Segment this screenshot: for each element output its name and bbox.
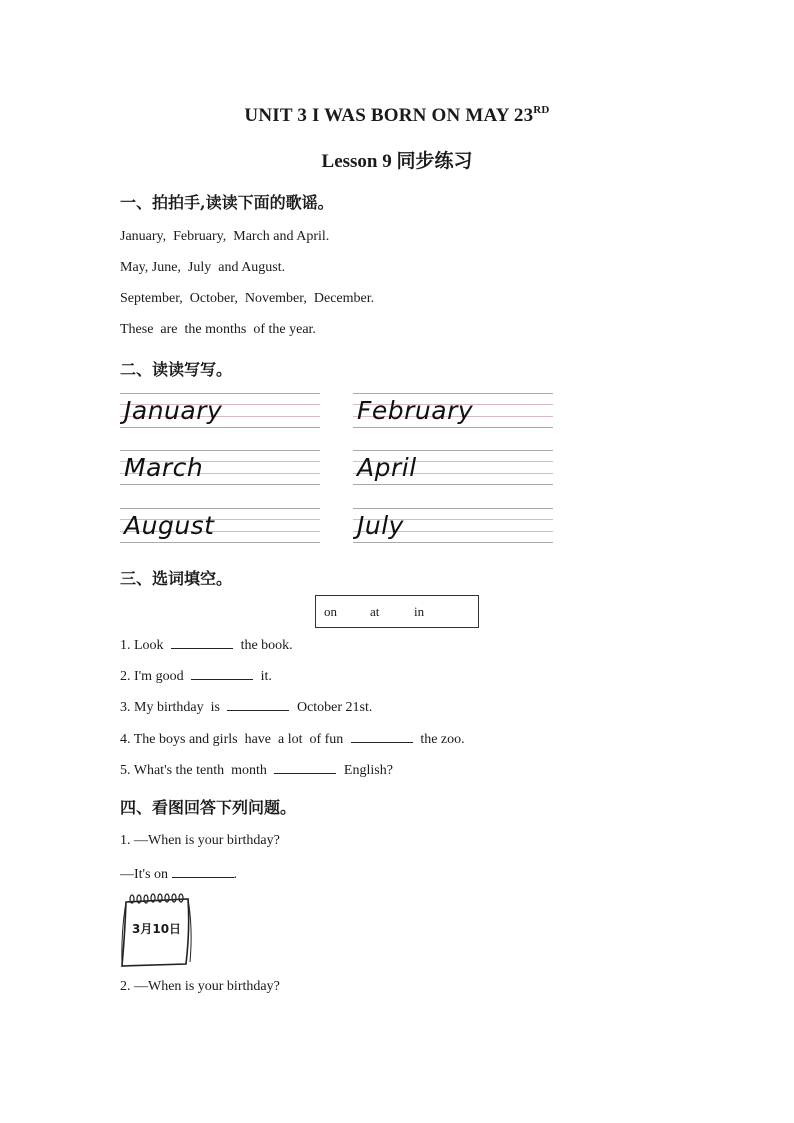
handwriting-row: [120, 505, 320, 555]
fill-item-text: it.: [257, 669, 272, 684]
handwriting-word-february: February: [357, 396, 474, 425]
fill-item-1: [120, 636, 293, 654]
chant-line-3: September, October, November, December.: [120, 291, 375, 306]
lesson-subtitle: Lesson 9 同步练习: [321, 151, 473, 172]
fill-item-text: 4. The boys and girls have a lot of fun: [120, 732, 347, 747]
section1-heading: 一、拍拍手,读读下面的歌谣。: [120, 193, 334, 212]
fill-item-text: 2. I'm good: [120, 669, 188, 684]
fill-item-text: the book.: [237, 638, 293, 653]
handwriting-row: [120, 390, 320, 440]
answer-text: —It's on: [120, 867, 172, 882]
word-option-in: in: [414, 604, 425, 619]
chant-line-1: January, February, March and April.: [120, 229, 330, 244]
calendar-date-text: 3月10日: [132, 922, 182, 936]
fill-item-4: [120, 730, 465, 748]
fill-item-5: [120, 761, 393, 779]
handwriting-row: [120, 447, 320, 497]
handwriting-word-january: January: [124, 396, 223, 425]
answer-blank[interactable]: [172, 865, 234, 878]
question-2: 2. —When is your birthday?: [120, 979, 280, 994]
handwriting-word-august: August: [124, 511, 215, 540]
answer-blank[interactable]: [351, 730, 413, 743]
handwriting-row: [353, 447, 553, 497]
word-option-at: at: [370, 604, 380, 619]
question-1: 1. —When is your birthday?: [120, 833, 280, 848]
handwriting-row: [353, 390, 553, 440]
fill-item-text: 5. What's the tenth month: [120, 763, 271, 778]
answer-blank[interactable]: [227, 698, 289, 711]
section3-heading: 三、选词填空。: [120, 569, 233, 588]
chant-line-2: May, June, July and August.: [120, 260, 286, 275]
word-option-on: on: [324, 604, 337, 619]
section4-heading: 四、看图回答下列问题。: [120, 798, 297, 817]
chant-line-4: These are the months of the year.: [120, 322, 316, 337]
fill-item-text: English?: [340, 763, 393, 778]
section2-heading: 二、读读写写。: [120, 360, 233, 379]
answer-blank[interactable]: [274, 761, 336, 774]
fill-item-text: 1. Look: [120, 638, 168, 653]
handwriting-grid-left: [120, 390, 320, 550]
unit-title-text: UNIT 3 I WAS BORN ON MAY 23: [244, 105, 534, 126]
unit-title: [0, 104, 794, 127]
handwriting-word-july: July: [357, 511, 404, 540]
fill-item-text: October 21st.: [293, 700, 373, 715]
answer-blank[interactable]: [191, 667, 253, 680]
calendar-picture: [118, 892, 196, 972]
fill-item-2: [120, 667, 272, 685]
handwriting-word-march: March: [124, 453, 204, 482]
unit-title-superscript: RD: [533, 104, 550, 116]
answer-blank[interactable]: [171, 636, 233, 649]
fill-item-text: the zoo.: [416, 732, 465, 747]
fill-item-3: [120, 698, 372, 716]
answer-1: [120, 865, 237, 883]
handwriting-row: [353, 505, 553, 555]
answer-text: .: [233, 867, 238, 882]
word-bank-box: [315, 595, 479, 628]
fill-item-text: 3. My birthday is: [120, 700, 224, 715]
handwriting-grid-right: [353, 390, 553, 550]
handwriting-word-april: April: [357, 453, 417, 482]
